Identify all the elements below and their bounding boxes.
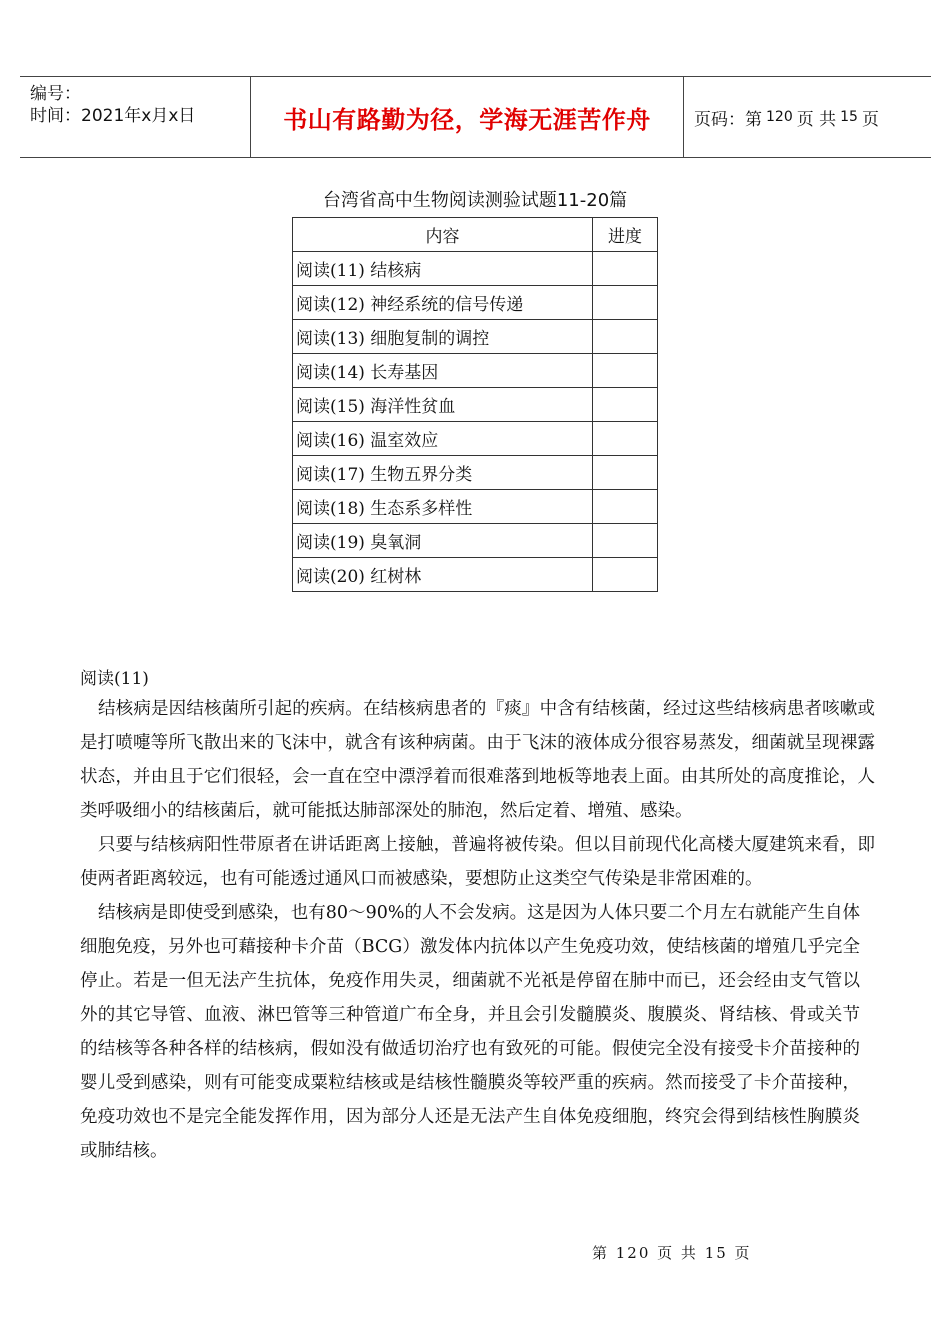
table-row — [293, 422, 658, 456]
row-progress — [593, 524, 658, 558]
table-header-row — [293, 218, 658, 252]
table-row — [293, 558, 658, 592]
row-content: 阅读(20) 红树林 — [293, 558, 593, 592]
time-label: 时间：2021年x月x日 — [30, 106, 196, 126]
row-content: 阅读(15) 海洋性贫血 — [293, 388, 593, 422]
row-progress — [593, 354, 658, 388]
table-row — [293, 354, 658, 388]
row-progress — [593, 320, 658, 354]
header-motto: 书山有路勤为径，学海无涯苦作舟 — [251, 77, 684, 157]
paragraph: 结核病是因结核菌所引起的疾病。在结核病患者的『痰』中含有结核菌，经过这些结核病患者咳嗽或是打喷嚏等所飞散出来的飞沫中，就含有该种病菌。由于飞沫的液体成分很容易蒸发，细菌就呈现裸露状态，并由且于它们很轻，会一直在空中漂浮着而很难落到地板等地表上面。由其所处的高度推论，人类呼吸细小的结核菌后，就可能抵达肺部深处的肺泡，然后定着、增殖、感染。 — [80, 699, 875, 821]
row-content: 阅读(11) 结核病 — [293, 252, 593, 286]
page-total: 15 — [840, 109, 858, 125]
table-row — [293, 490, 658, 524]
header-meta — [20, 77, 251, 157]
document-title-range: 11-20 — [556, 190, 610, 211]
column-header-progress: 进度 — [593, 218, 658, 252]
document-title-text: 台湾省高中生物阅读测验试题 — [322, 190, 557, 211]
table-row — [293, 524, 658, 558]
page-prefix: 页码：第 — [694, 109, 762, 130]
page-current: 120 — [766, 109, 793, 125]
section-title: 阅读(11) — [80, 669, 149, 689]
row-progress — [593, 490, 658, 524]
page-suffix: 页 — [861, 109, 879, 130]
row-content: 阅读(14) 长寿基因 — [293, 354, 593, 388]
row-progress — [593, 558, 658, 592]
row-content: 阅读(17) 生物五界分类 — [293, 456, 593, 490]
header-page-info — [684, 77, 931, 157]
page-footer: 第 120 页 共 15 页 — [592, 1244, 752, 1262]
table-row — [293, 320, 658, 354]
contents-table — [292, 217, 658, 592]
row-progress — [593, 286, 658, 320]
article-body — [80, 692, 875, 1168]
table-row — [293, 252, 658, 286]
page-header — [20, 76, 931, 158]
document-title — [290, 186, 660, 212]
paragraph: 结核病是即使受到感染，也有80～90%的人不会发病。这是因为人体只要二个月左右就能产生自体细胞免疫，另外也可藉接种卡介苗（BCG）激发体内抗体以产生免疫功效，使结核菌的增殖几乎完全停止。若是一但无法产生抗体，免疫作用失灵，细菌就不光祇是停留在肺中而已，还会经由支气管以外的其它导管、血液、淋巴管等三种管道广布全身，并且会引发髓膜炎、腹膜炎、肾结核、骨或关节的结核等各种各样的结核病，假如没有做适切治疗也有致死的可能。假使完全没有接受卡介苗接种的婴儿受到感染，则有可能变成粟粒结核或是结核性髓膜炎等较严重的疾病。然而接受了卡介苗接种，免疫功效也不是完全能发挥作用，因为部分人还是无法产生自体免疫细胞，终究会得到结核性胸膜炎或肺结核。 — [80, 903, 860, 1161]
table-row — [293, 388, 658, 422]
row-progress — [593, 388, 658, 422]
paragraph: 只要与结核病阳性带原者在讲话距离上接触，普遍将被传染。但以目前现代化高楼大厦建筑来看，即使两者距离较远，也有可能透过通风口而被感染，要想防止这类空气传染是非常困难的。 — [80, 835, 875, 889]
column-header-content: 内容 — [293, 218, 593, 252]
serial-label: 编号： — [30, 84, 81, 104]
row-content: 阅读(12) 神经系统的信号传递 — [293, 286, 593, 320]
row-content: 阅读(16) 温室效应 — [293, 422, 593, 456]
row-progress — [593, 422, 658, 456]
row-progress — [593, 252, 658, 286]
row-progress — [593, 456, 658, 490]
table-row — [293, 286, 658, 320]
document-title-suffix: 篇 — [609, 190, 628, 211]
row-content: 阅读(19) 臭氧洞 — [293, 524, 593, 558]
row-content: 阅读(13) 细胞复制的调控 — [293, 320, 593, 354]
row-content: 阅读(18) 生态系多样性 — [293, 490, 593, 524]
table-row — [293, 456, 658, 490]
page-mid: 页 共 — [796, 109, 837, 130]
